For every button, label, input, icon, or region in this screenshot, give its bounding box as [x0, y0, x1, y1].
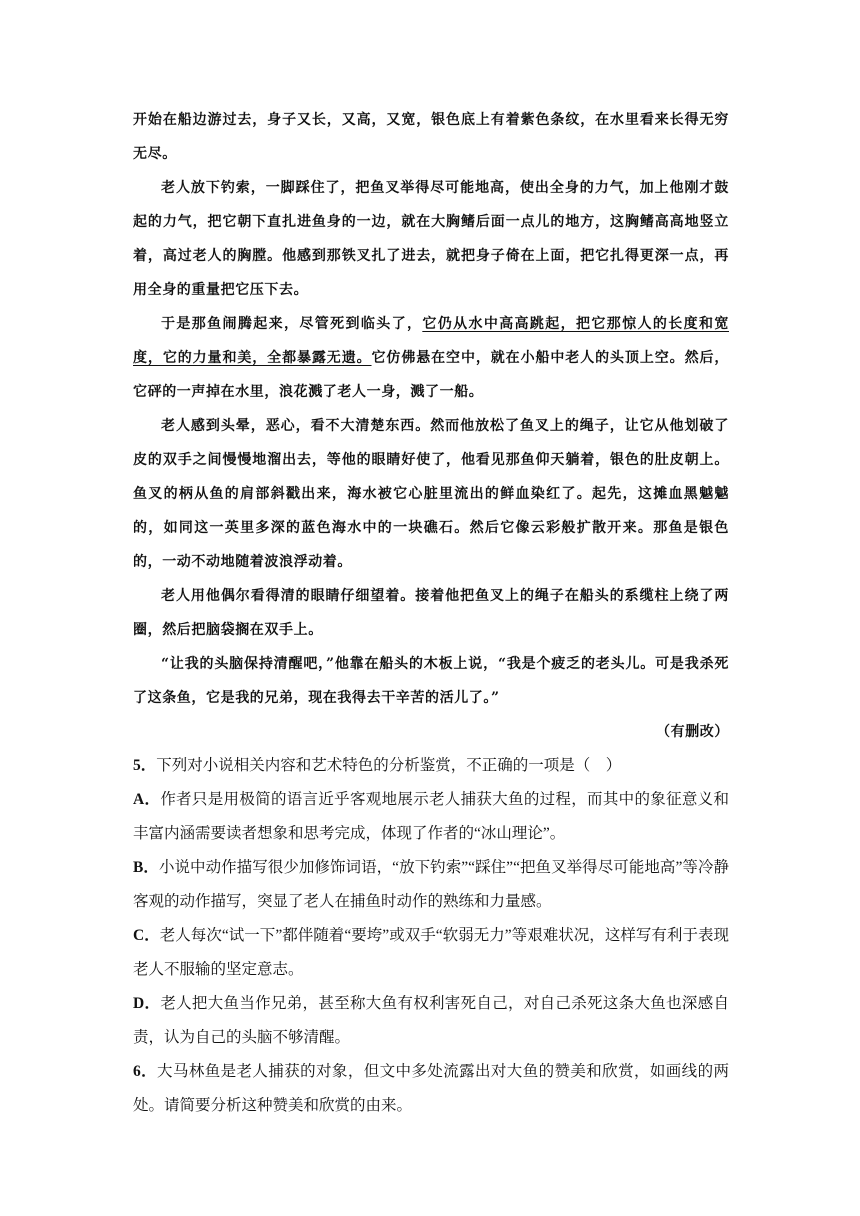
passage-paragraph: 老人放下钓索，一脚踩住了，把鱼叉举得尽可能地高，使出全身的力气，加上他刚才鼓起的力气，把它朝下直扎进鱼身的一边，就在大胸鳍后面一点儿的地方，这胸鳍高高地竖立着，高过老人的胸膛。他感到那铁叉扎了进去，就把身子倚在上面，把它扎得更深一点，再用全身的重量把它压下去。 [133, 180, 729, 298]
question-number: 5． [133, 757, 157, 774]
passage-paragraph: 老人用他偶尔看得清的眼睛仔细望着。接着他把鱼叉上的绳子在船头的系缆柱上绕了两圈，然后把脑袋搁在双手上。 [133, 588, 729, 638]
questions-section [133, 749, 729, 1123]
option-label: D． [133, 995, 161, 1012]
passage-paragraph-underlined [133, 307, 729, 409]
question-5-stem [133, 749, 729, 783]
question-6-stem [133, 1055, 729, 1123]
question-text: 下列对小说相关内容和艺术特色的分析鉴赏，不正确的一项是（ ） [156, 757, 622, 774]
passage-text: 于是那鱼闹腾起来，尽管死到临头了， [161, 316, 423, 332]
question-text: 大马林鱼是老人捕获的对象，但文中多处流露出对大鱼的赞美和欣赏，如画线的两处。请简要分析这种赞美和欣赏的由来。 [133, 1063, 729, 1114]
underlined-sentence: 它仍从水中高高跳起，把它那惊人的长度和宽度，它的力量和美，全都暴露无遗。 [133, 316, 729, 366]
option-c [133, 919, 729, 987]
option-text: 老人每次“试一下”都伴随着“要垮”或双手“软弱无力”等艰难状况，这样写有利于表现老人不服输的坚定意志。 [133, 927, 729, 978]
option-b [133, 851, 729, 919]
passage-paragraph: 开始在船边游过去，身子又长，又高，又宽，银色底上有着紫色条纹，在水里看来长得无穷无尽。 [133, 112, 729, 162]
option-a [133, 783, 729, 851]
passage-paragraph: 老人感到头晕，恶心，看不大清楚东西。然而他放松了鱼叉上的绳子，让它从他划破了皮的双手之间慢慢地溜出去，等他的眼睛好使了，他看见那鱼仰天躺着，银色的肚皮朝上。鱼叉的柄从鱼的肩部斜戳出来，海水被它心脏里流出的鲜血染红了。起先，这摊血黑魆魆的，如同这一英里多深的蓝色海水中的一块礁石。然后它像云彩般扩散开来。那鱼是银色的，一动不动地随着波浪浮动着。 [133, 418, 729, 570]
passage-paragraph: “让我的头脑保持清醒吧，”他靠在船头的木板上说，“我是个疲乏的老头儿。可是我杀死了这条鱼，它是我的兄弟，现在我得去干辛苦的活儿了。” [133, 656, 729, 706]
page-content [133, 103, 729, 1123]
passage-text: 它仿佛悬在空中，就在小船中老人的头顶上空。然后，它砰的一声掉在水里，浪花溅了老人一身，溅了一船。 [133, 350, 729, 400]
reading-passage [133, 103, 729, 749]
option-label: C． [133, 927, 160, 944]
source-note: （有删改） [656, 724, 729, 740]
option-text: 小说中动作描写很少加修饰词语，“放下钓索”“踩住”“把鱼叉举得尽可能地高”等冷静客观的动作描写，突显了老人在捕鱼时动作的熟练和力量感。 [133, 859, 729, 910]
option-d [133, 987, 729, 1055]
option-label: A． [133, 791, 161, 808]
option-text: 作者只是用极简的语言近乎客观地展示老人捕获大鱼的过程，而其中的象征意义和丰富内涵需要读者想象和思考完成，体现了作者的“冰山理论”。 [133, 791, 729, 842]
question-number: 6． [133, 1063, 158, 1080]
option-label: B． [133, 859, 159, 876]
option-text: 老人把大鱼当作兄弟，甚至称大鱼有权利害死自己，对自己杀死这条大鱼也深感自责，认为自己的头脑不够清醒。 [133, 995, 729, 1046]
